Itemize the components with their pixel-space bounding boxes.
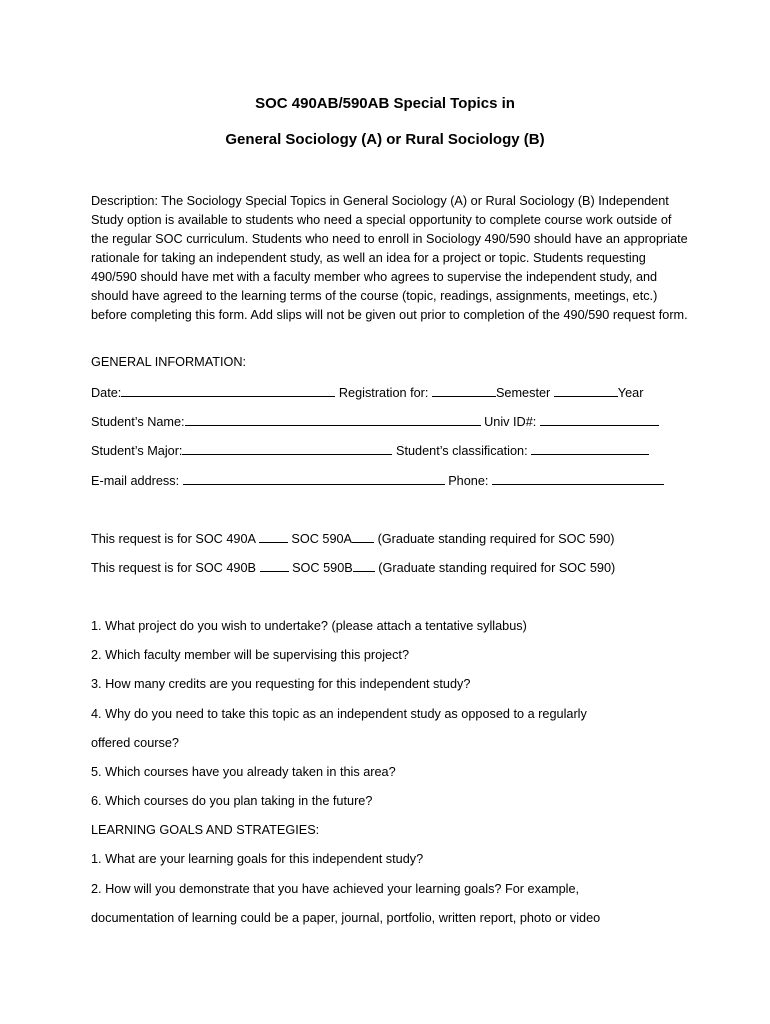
- name-id-row: [91, 412, 659, 431]
- univ-id-field[interactable]: [540, 412, 659, 426]
- semester-field[interactable]: [432, 383, 496, 397]
- email-field[interactable]: [183, 471, 445, 485]
- request-b-mid: SOC 590B: [292, 561, 353, 575]
- form-title-line1: SOC 490AB/590AB Special Topics in: [255, 95, 515, 112]
- soc-590b-field[interactable]: [353, 558, 375, 572]
- request-a-mid: SOC 590A: [291, 532, 353, 546]
- student-name-field[interactable]: [185, 412, 481, 426]
- univ-id-label: Univ ID#:: [484, 415, 537, 429]
- student-major-label: Student’s Major:: [91, 444, 183, 458]
- request-row-b: [91, 558, 615, 577]
- date-label: Date:: [91, 386, 122, 400]
- student-major-field[interactable]: [182, 441, 392, 455]
- learning-question-2-continued: documentation of learning could be a paper, journal, portfolio, written report, photo or video: [91, 911, 601, 925]
- question-2: 2. Which faculty member will be supervising this project?: [91, 648, 410, 662]
- registration-label: Registration for:: [338, 386, 429, 400]
- question-1: 1. What project do you wish to undertake? (please attach a tentative syllabus): [91, 619, 527, 633]
- request-a-note: (Graduate standing required for SOC 590): [377, 532, 615, 546]
- question-4: 4. Why do you need to take this topic as an independent study as opposed to a regularly: [91, 707, 587, 721]
- soc-490b-field[interactable]: [260, 558, 289, 572]
- form-title-line2: General Sociology (A) or Rural Sociology (B): [225, 131, 545, 148]
- description-paragraph: Description: The Sociology Special Topics in General Sociology (A) or Rural Sociology (B) Independent Study option is available to students who need a special opportunity to complete course work outside of the regular SOC curriculum. Students who need to enroll in Sociology 490/590 should have an appropriate rationale for taking an independent study, as well an idea for a project or topic. Students requesting 490/590 should have met with a faculty member who agrees to supervise the independent study, and should have agreed to the learning terms of the course (topic, readings, assignments, meetings, etc.) before completing this form. Add slips will not be given out prior to completion of the 490/590 request form.: [91, 194, 688, 322]
- request-b-prefix: This request is for SOC 490B: [91, 561, 257, 575]
- general-info-heading: GENERAL INFORMATION:: [91, 355, 247, 369]
- soc-490a-field[interactable]: [259, 529, 288, 543]
- student-name-label: Student’s Name:: [91, 415, 185, 429]
- year-label: Year: [617, 386, 644, 400]
- date-registration-row: [91, 383, 643, 402]
- phone-field[interactable]: [492, 471, 664, 485]
- question-6: 6. Which courses do you plan taking in the future?: [91, 794, 373, 808]
- major-classification-row: [91, 441, 649, 460]
- email-phone-row: [91, 471, 664, 490]
- email-label: E-mail address:: [91, 474, 180, 488]
- classification-field[interactable]: [531, 441, 649, 455]
- year-field[interactable]: [554, 383, 618, 397]
- learning-question-1: 1. What are your learning goals for this independent study?: [91, 852, 424, 866]
- classification-label: Student’s classification:: [395, 444, 528, 458]
- soc-590a-field[interactable]: [352, 529, 374, 543]
- request-row-a: [91, 529, 615, 548]
- learning-goals-heading: LEARNING GOALS AND STRATEGIES:: [91, 823, 320, 837]
- request-b-note: (Graduate standing required for SOC 590): [378, 561, 616, 575]
- date-field[interactable]: [121, 383, 335, 397]
- semester-label: Semester: [495, 386, 551, 400]
- phone-label: Phone:: [448, 474, 489, 488]
- question-4-continued: offered course?: [91, 736, 179, 750]
- question-5: 5. Which courses have you already taken in this area?: [91, 765, 396, 779]
- request-a-prefix: This request is for SOC 490A: [91, 532, 256, 546]
- question-3: 3. How many credits are you requesting for this independent study?: [91, 677, 471, 691]
- learning-question-2: 2. How will you demonstrate that you have achieved your learning goals? For example,: [91, 882, 580, 896]
